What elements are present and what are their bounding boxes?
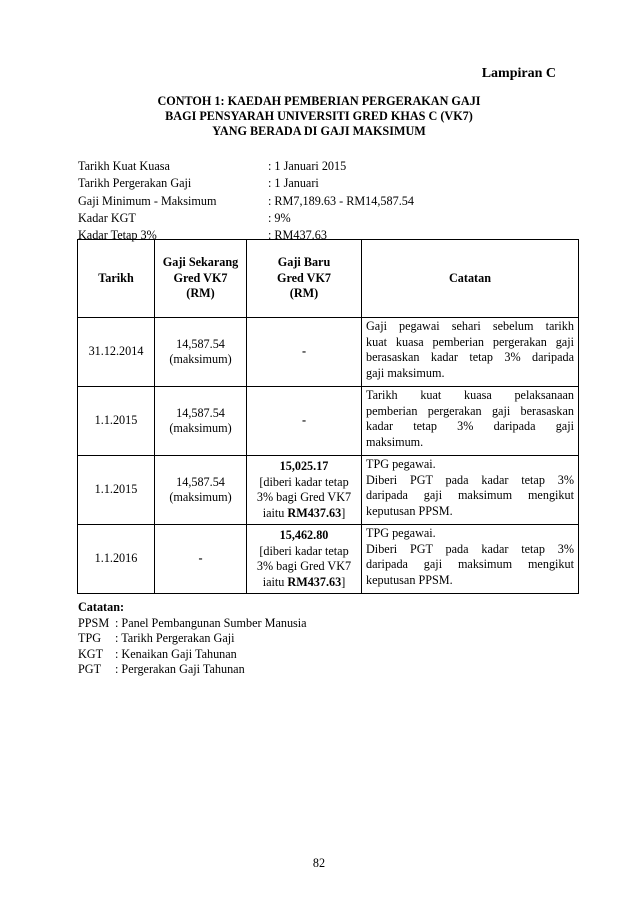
note-line: kadar tetap 3% daripada gaji <box>366 419 574 433</box>
header-line: (RM) <box>289 286 319 301</box>
info-row <box>78 210 414 227</box>
note-line: berasaskan kadar tetap 3% daripada <box>366 350 574 364</box>
header-line: Gred VK7 <box>173 270 228 285</box>
note-line: gaji maksimum. <box>366 365 445 380</box>
info-label: Kadar Tetap 3% <box>78 228 157 243</box>
note-line: pemberian pergerakan gaji berasaskan <box>366 403 574 418</box>
rate-amount: RM437.63 <box>287 574 342 589</box>
cell-tarikh: 1.1.2016 <box>78 525 155 594</box>
cell-line: [diberi kadar tetap <box>259 543 349 558</box>
cell-gaji-sekarang <box>155 525 247 594</box>
info-value: : 1 Januari 2015 <box>268 159 347 173</box>
cell-gaji-baru <box>247 525 362 594</box>
note-line: daripada gaji maksimum mengikut <box>366 488 574 502</box>
info-row <box>78 175 414 192</box>
table-row <box>78 456 579 525</box>
appendix-label: Lampiran C <box>481 66 556 81</box>
table-header-row <box>78 240 579 318</box>
cell-line: [diberi kadar tetap <box>259 474 349 489</box>
cell-line: 3% bagi Gred VK7 <box>256 490 352 504</box>
note-item <box>78 631 307 647</box>
rate-amount: RM437.63 <box>287 505 342 520</box>
title-line: YANG BERADA DI GAJI MAKSIMUM <box>212 124 426 138</box>
note-line: keputusan PPSM. <box>366 503 453 518</box>
page-number: 82 <box>312 856 326 870</box>
note-item <box>78 647 307 663</box>
cell-line <box>247 575 361 591</box>
cell-catatan <box>362 456 579 525</box>
note-abbr: PPSM <box>78 615 110 630</box>
note-line: Diberi PGT pada kadar tetap 3% <box>366 541 574 556</box>
header-line: Gred VK7 <box>276 270 332 285</box>
info-row <box>78 193 414 210</box>
note-line: daripada gaji maksimum mengikut <box>366 557 574 571</box>
cell-line: 14,587.54 <box>176 336 225 351</box>
cell-catatan <box>362 318 579 387</box>
note-item <box>78 616 307 632</box>
note-line: Diberi PGT pada kadar tetap 3% <box>366 472 574 487</box>
note-line: Tarikh kuat kuasa pelaksanaan <box>366 388 574 402</box>
note-text: : Tarikh Pergerakan Gaji <box>115 631 235 645</box>
notes-section <box>78 600 307 678</box>
table-row <box>78 525 579 594</box>
table-row <box>78 387 579 456</box>
header-line: (RM) <box>186 286 215 301</box>
header-line: Gaji Baru <box>277 255 331 270</box>
cell-gaji-sekarang <box>155 318 247 387</box>
info-value: : 1 Januari <box>268 176 319 191</box>
cell-text: ] <box>341 505 346 520</box>
cell-catatan <box>362 525 579 594</box>
cell-gaji-baru: - <box>247 318 362 387</box>
cell-text: iaitu <box>262 505 288 520</box>
cell-tarikh: 31.12.2014 <box>78 318 155 387</box>
info-value: : RM7,189.63 - RM14,587.54 <box>268 193 414 208</box>
cell-tarikh: 1.1.2015 <box>78 456 155 525</box>
cell-text: iaitu <box>262 574 288 589</box>
note-text: : Pergerakan Gaji Tahunan <box>115 662 245 676</box>
note-abbr: PGT <box>78 662 102 676</box>
info-label: Gaji Minimum - Maksimum <box>78 193 217 208</box>
new-salary-value: 15,025.17 <box>279 459 329 473</box>
title-line: BAGI PENSYARAH UNIVERSITI GRED KHAS C (VK7) <box>165 109 473 123</box>
info-block <box>78 158 414 244</box>
document-title <box>0 94 638 139</box>
note-item <box>78 662 307 678</box>
header-gaji-sekarang <box>155 240 247 318</box>
info-label: Kadar KGT <box>78 210 136 225</box>
cell-gaji-sekarang <box>155 456 247 525</box>
note-line: kuat kuasa pemberian pergerakan gaji <box>366 334 574 349</box>
cell-line: (maksimum) <box>169 421 232 435</box>
notes-header: Catatan: <box>78 600 125 614</box>
note-text: : Panel Pembangunan Sumber Manusia <box>115 615 307 630</box>
cell-gaji-baru <box>247 456 362 525</box>
cell-text: ] <box>341 574 346 589</box>
cell-line: - <box>198 551 203 566</box>
note-abbr: KGT <box>78 646 104 661</box>
cell-gaji-baru: - <box>247 387 362 456</box>
salary-table <box>77 239 579 594</box>
table-row <box>78 318 579 387</box>
cell-line: 14,587.54 <box>176 474 225 489</box>
cell-line: (maksimum) <box>169 352 232 366</box>
note-line: maksimum. <box>366 434 424 449</box>
title-line: CONTOH 1: KAEDAH PEMBERIAN PERGERAKAN GAJI <box>157 94 481 108</box>
info-label: Tarikh Kuat Kuasa <box>78 159 170 173</box>
cell-line: 3% bagi Gred VK7 <box>256 559 352 573</box>
note-line: TPG pegawai. <box>366 526 436 540</box>
header-catatan: Catatan <box>362 240 579 318</box>
header-tarikh: Tarikh <box>78 240 155 318</box>
header-line: Gaji Sekarang <box>162 255 239 270</box>
info-value: : RM437.63 <box>268 228 327 243</box>
cell-line: (maksimum) <box>169 490 232 504</box>
info-row <box>78 158 414 175</box>
header-gaji-baru <box>247 240 362 318</box>
cell-line <box>247 506 361 522</box>
cell-gaji-sekarang <box>155 387 247 456</box>
info-label: Tarikh Pergerakan Gaji <box>78 176 192 191</box>
info-value: : 9% <box>268 210 291 225</box>
cell-line: 14,587.54 <box>176 405 225 420</box>
note-line: keputusan PPSM. <box>366 572 453 587</box>
cell-tarikh: 1.1.2015 <box>78 387 155 456</box>
note-line: Gaji pegawai sehari sebelum tarikh <box>366 319 574 333</box>
cell-catatan <box>362 387 579 456</box>
note-text: : Kenaikan Gaji Tahunan <box>115 646 237 661</box>
note-line: TPG pegawai. <box>366 457 436 471</box>
new-salary-value: 15,462.80 <box>279 528 329 542</box>
note-abbr: TPG <box>78 631 102 645</box>
